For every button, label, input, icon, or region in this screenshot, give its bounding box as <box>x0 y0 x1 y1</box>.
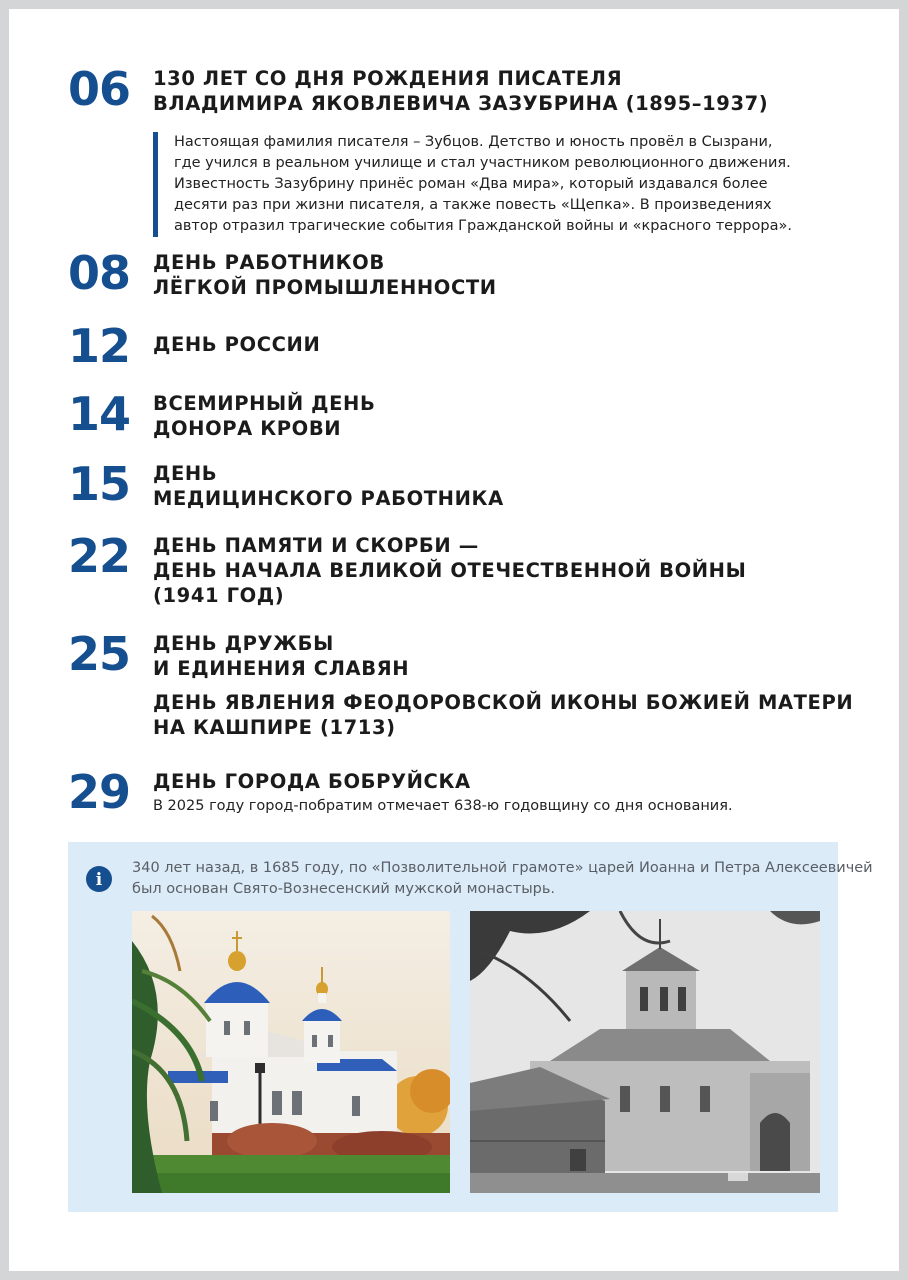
event-title-line: ДОНОРА КРОВИ <box>153 417 342 440</box>
event-title <box>153 332 320 357</box>
monastery-archive-photo <box>470 911 820 1193</box>
day-number: 22 <box>68 529 131 583</box>
event-title-line: ДЕНЬ <box>153 462 218 485</box>
calendar-page <box>9 9 899 1271</box>
day-number: 29 <box>68 765 131 819</box>
event-title-line: 130 ЛЕТ СО ДНЯ РОЖДЕНИЯ ПИСАТЕЛЯ <box>153 67 623 90</box>
day-number: 25 <box>68 627 131 681</box>
event-title <box>153 250 497 300</box>
event-title-line: ЛЁГКОЙ ПРОМЫШЛЕННОСТИ <box>153 276 497 299</box>
biography-line: Известность Зазубрину принёс роман «Два мира», который издавался более <box>174 176 768 192</box>
biography-line: Настоящая фамилия писателя – Зубцов. Детство и юность провёл в Сызрани, <box>174 134 773 150</box>
monastery-color-photo <box>132 911 450 1193</box>
biography-line: автор отразил трагические события Гражданской войны и «красного террора». <box>174 218 792 234</box>
day-number: 12 <box>68 319 131 373</box>
event-title <box>153 631 409 681</box>
event-title-line: ДЕНЬ РАБОТНИКОВ <box>153 251 385 274</box>
event-second-title <box>153 690 853 740</box>
event-title-line: ДЕНЬ ЯВЛЕНИЯ ФЕОДОРОВСКОЙ ИКОНЫ БОЖИЕЙ МАТЕРИ <box>153 691 854 714</box>
biography-line: десяти раз при жизни писателя, а также повесть «Щепка». В произведениях <box>174 197 772 213</box>
info-text <box>132 858 873 900</box>
event-title-line: ДЕНЬ ГОРОДА БОБРУЙСКА <box>153 770 471 793</box>
event-title-line: (1941 ГОД) <box>153 584 285 607</box>
event-title <box>153 769 471 794</box>
event-title <box>153 391 375 441</box>
info-box <box>68 842 873 1212</box>
day-number: 08 <box>68 246 131 300</box>
event-title-line: ВСЕМИРНЫЙ ДЕНЬ <box>153 392 376 415</box>
info-text-line: 340 лет назад, в 1685 году, по «Позволительной грамоте» царей Иоанна и Петра Алексеевичей <box>132 860 873 876</box>
event-title <box>153 533 746 608</box>
event-title <box>153 461 504 511</box>
info-icon <box>86 866 112 892</box>
event-title-line: ДЕНЬ НАЧАЛА ВЕЛИКОЙ ОТЕЧЕСТВЕННОЙ ВОЙНЫ <box>153 559 747 582</box>
event-title-line: ДЕНЬ ПАМЯТИ И СКОРБИ — <box>153 534 479 557</box>
writer-biography <box>153 132 839 237</box>
event-title-line: И ЕДИНЕНИЯ СЛАВЯН <box>153 657 410 680</box>
info-icon-letter: i <box>95 870 103 890</box>
event-title-line: МЕДИЦИНСКОГО РАБОТНИКА <box>153 487 504 510</box>
event-title-line: ДЕНЬ ДРУЖБЫ <box>153 632 334 655</box>
info-text-line: был основан Свято-Вознесенский мужской монастырь. <box>132 881 556 897</box>
event-title-line: ДЕНЬ РОССИИ <box>153 333 321 356</box>
day-number: 06 <box>68 62 131 116</box>
event-title-line: ВЛАДИМИРА ЯКОВЛЕВИЧА ЗАЗУБРИНА (1895–1937) <box>153 92 769 115</box>
event-subtitle: В 2025 году город-побратим отмечает 638-ю годовщину со дня основания. <box>153 798 733 814</box>
biography-line: где учился в реальном училище и стал участником революционного движения. <box>174 155 791 171</box>
event-title <box>153 66 768 116</box>
day-number: 14 <box>68 387 131 441</box>
day-number: 15 <box>68 457 131 511</box>
event-title-line: НА КАШПИРЕ (1713) <box>153 716 396 739</box>
